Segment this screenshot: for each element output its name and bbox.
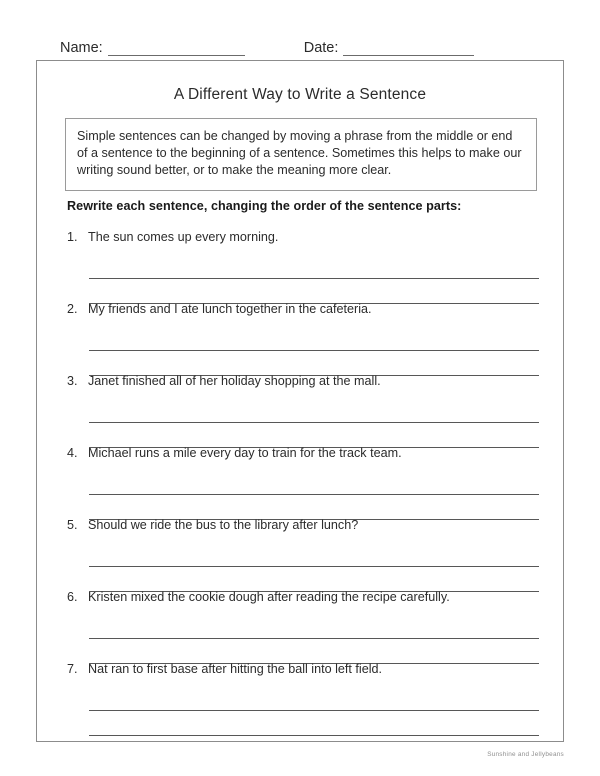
problem-item — [37, 229, 563, 301]
problem-number: 4. — [67, 446, 78, 460]
date-field[interactable] — [304, 40, 475, 56]
answer-lines — [89, 545, 539, 592]
problem-sentence: Michael runs a mile every day to train for the track team. — [88, 446, 402, 460]
name-label: Name: — [60, 40, 103, 56]
problem-sentence: My friends and I ate lunch together in the cafeteria. — [88, 302, 372, 316]
answer-line[interactable] — [89, 329, 539, 351]
worksheet-frame — [36, 60, 564, 742]
answer-lines — [89, 257, 539, 304]
directions-text: Rewrite each sentence, changing the order of the sentence parts: — [67, 199, 462, 213]
problem-item — [37, 301, 563, 373]
answer-lines — [89, 473, 539, 520]
problem-sentence: Janet finished all of her holiday shopping at the mall. — [88, 374, 381, 388]
footer-credit: Sunshine and Jellybeans — [487, 751, 564, 758]
problem-sentence: The sun comes up every morning. — [88, 230, 279, 244]
answer-line[interactable] — [89, 257, 539, 279]
problem-number: 2. — [67, 302, 78, 316]
problem-number: 7. — [67, 662, 78, 676]
problem-item — [37, 445, 563, 517]
answer-lines — [89, 689, 539, 736]
info-box — [65, 118, 537, 191]
answer-lines — [89, 329, 539, 376]
problem-text-row — [37, 373, 563, 389]
problem-text-row — [37, 445, 563, 461]
answer-line[interactable] — [89, 617, 539, 639]
answer-lines — [89, 401, 539, 448]
problem-item — [37, 373, 563, 445]
problem-number: 5. — [67, 518, 78, 532]
problem-text-row — [37, 229, 563, 245]
problem-sentence: Kristen mixed the cookie dough after reading the recipe carefully. — [88, 590, 450, 604]
problem-item — [37, 589, 563, 661]
answer-lines — [89, 617, 539, 664]
problem-number: 1. — [67, 230, 78, 244]
answer-line[interactable] — [89, 714, 539, 736]
problem-text-row — [37, 301, 563, 317]
problem-list — [37, 229, 563, 733]
name-field[interactable] — [60, 40, 245, 56]
problem-item — [37, 661, 563, 733]
problem-sentence: Nat ran to first base after hitting the ball into left field. — [88, 662, 383, 676]
problem-number: 6. — [67, 590, 78, 604]
answer-line[interactable] — [89, 545, 539, 567]
info-box-text: Simple sentences can be changed by moving a phrase from the middle or end of a sentence to the beginning of a sentence. Sometimes this helps to make our writing sound better, or to make the meaning more clear. — [77, 129, 522, 178]
problem-text-row — [37, 517, 563, 533]
problem-text-row — [37, 589, 563, 605]
name-write-in-rule[interactable] — [108, 42, 245, 56]
answer-line[interactable] — [89, 401, 539, 423]
date-label: Date: — [303, 40, 339, 56]
answer-line[interactable] — [89, 689, 539, 711]
date-write-in-rule[interactable] — [343, 42, 474, 56]
problem-item — [37, 517, 563, 589]
answer-line[interactable] — [89, 473, 539, 495]
page-title: A Different Way to Write a Sentence — [173, 86, 427, 103]
problem-sentence: Should we ride the bus to the library after lunch? — [88, 518, 359, 532]
problem-text-row — [37, 661, 563, 677]
problem-number: 3. — [67, 374, 78, 388]
name-date-header — [36, 34, 564, 56]
